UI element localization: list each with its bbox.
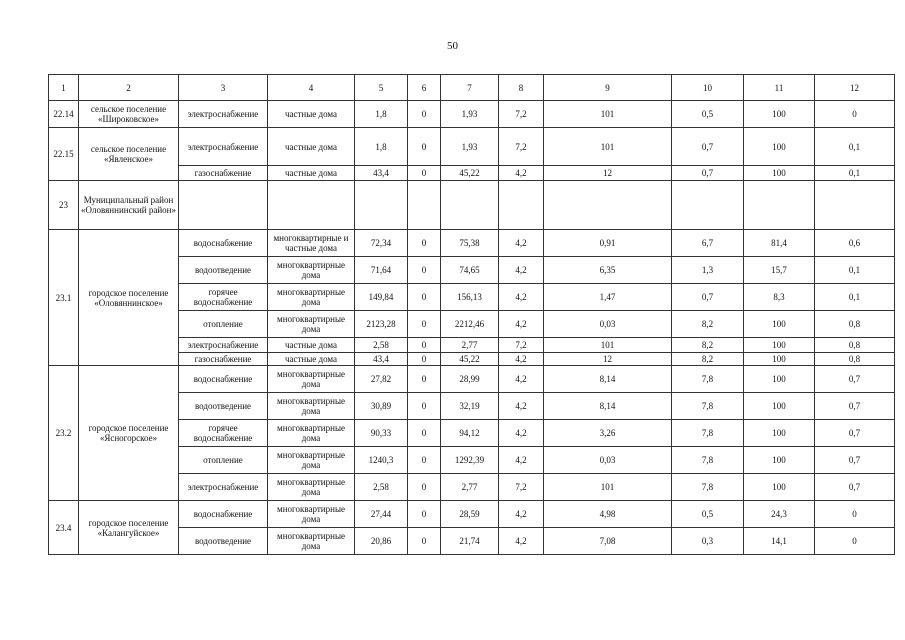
table-cell: многоквартирные и частные дома [268,230,355,257]
table-cell: частные дома [268,353,355,366]
column-header: 8 [499,75,544,101]
table-cell: 4,2 [499,284,544,311]
table-cell: 1,47 [544,284,672,311]
table-cell: 2,77 [441,338,499,353]
table-cell: газоснабжение [179,166,268,181]
table-cell: 0 [408,338,441,353]
table-cell: 100 [744,420,815,447]
table-cell: 156,13 [441,284,499,311]
table-cell: 101 [544,338,672,353]
table-cell: 0,7 [672,128,744,166]
table-cell: 100 [744,128,815,166]
table-cell: городское поселение «Оловяннинское» [79,230,179,366]
table-cell: многоквартирные дома [268,447,355,474]
table-cell: городское поселение «Ясногорское» [79,366,179,501]
table-cell: многоквартирные дома [268,474,355,501]
table-cell: 0 [408,393,441,420]
table-cell: 8,14 [544,393,672,420]
table-cell: многоквартирные дома [268,366,355,393]
table-cell: 0,1 [815,257,895,284]
table-cell: горячее водоснабжение [179,284,268,311]
table-cell: 8,2 [672,353,744,366]
table-cell: 28,59 [441,501,499,528]
table-cell: 4,2 [499,447,544,474]
table-cell: 43,4 [355,353,408,366]
table-cell: 0,5 [672,501,744,528]
table-cell [408,181,441,230]
table-cell: 8,2 [672,311,744,338]
table-cell: 12 [544,166,672,181]
table-cell: 2,58 [355,474,408,501]
table-cell: 4,2 [499,230,544,257]
table-cell: 43,4 [355,166,408,181]
table-cell: 149,84 [355,284,408,311]
table-row [49,366,895,393]
table-cell: 6,7 [672,230,744,257]
table-row [49,128,895,166]
table-cell: 0 [408,311,441,338]
table-cell: 100 [744,311,815,338]
column-header: 10 [672,75,744,101]
table-cell: 7,2 [499,101,544,128]
table-cell: 0 [815,501,895,528]
table-cell: отопление [179,447,268,474]
table-cell: 0,03 [544,311,672,338]
table-cell [499,181,544,230]
table-cell: 72,34 [355,230,408,257]
table-cell [744,181,815,230]
table-cell: 6,35 [544,257,672,284]
table-cell: 30,89 [355,393,408,420]
table-cell: 7,8 [672,366,744,393]
table-cell: 7,2 [499,338,544,353]
page-number: 50 [447,40,458,52]
table-cell: 28,99 [441,366,499,393]
column-header: 9 [544,75,672,101]
table-cell: 4,2 [499,166,544,181]
table-cell: 100 [744,393,815,420]
table-cell: 4,2 [499,311,544,338]
table-cell: 101 [544,128,672,166]
table-cell: многоквартирные дома [268,393,355,420]
table-cell: 1292,39 [441,447,499,474]
table-cell: 4,2 [499,353,544,366]
table-cell [268,181,355,230]
table-cell: 0 [408,474,441,501]
table-cell: 1,93 [441,101,499,128]
table-cell [672,181,744,230]
table-cell: 0,7 [672,284,744,311]
table-cell: водоотведение [179,528,268,555]
table-cell: 1,3 [672,257,744,284]
table-cell: многоквартирные дома [268,311,355,338]
table-cell: 100 [744,338,815,353]
table-cell: 0 [408,128,441,166]
table-cell: водоотведение [179,393,268,420]
table-cell: 0,91 [544,230,672,257]
table-cell: 8,2 [672,338,744,353]
table-cell: 90,33 [355,420,408,447]
table-cell: 0 [408,257,441,284]
table-cell: 23 [49,181,79,230]
table-row [49,501,895,528]
table-cell: 101 [544,101,672,128]
table-cell: 0 [815,101,895,128]
table-cell: 4,2 [499,528,544,555]
table-cell: 0,7 [815,447,895,474]
table-cell: горячее водоснабжение [179,420,268,447]
table-cell: 0,8 [815,338,895,353]
table-row [49,230,895,257]
table-cell: 100 [744,166,815,181]
table-cell: 27,82 [355,366,408,393]
table-cell: 101 [544,474,672,501]
table-cell: 22.15 [49,128,79,181]
table-cell: 81,4 [744,230,815,257]
table-cell: отопление [179,311,268,338]
table-cell: 20,86 [355,528,408,555]
table-cell: Муниципальный район «Оловяннинский район» [79,181,179,230]
table-cell: 0 [408,447,441,474]
column-header: 11 [744,75,815,101]
table-cell: 23.4 [49,501,79,555]
table-cell: 94,12 [441,420,499,447]
table-cell: 0,7 [815,420,895,447]
table-cell: 0,5 [672,101,744,128]
table-cell: сельское поселение «Широковское» [79,101,179,128]
table-cell: сельское поселение «Явленское» [79,128,179,181]
table-cell: 7,8 [672,447,744,474]
table-cell: 100 [744,366,815,393]
table-cell: 74,65 [441,257,499,284]
table-cell: электроснабжение [179,128,268,166]
table-cell: 2123,28 [355,311,408,338]
column-header: 7 [441,75,499,101]
table-cell: газоснабжение [179,353,268,366]
column-header: 4 [268,75,355,101]
column-header: 5 [355,75,408,101]
column-header: 12 [815,75,895,101]
table-cell: 0,7 [672,166,744,181]
table-cell: 0 [408,501,441,528]
table-cell: 0 [408,284,441,311]
table-cell: 12 [544,353,672,366]
table-row [49,181,895,230]
table-cell: 0,1 [815,166,895,181]
table-cell: 100 [744,447,815,474]
table-cell: 7,2 [499,128,544,166]
table-cell: 4,2 [499,501,544,528]
table-cell: 4,2 [499,257,544,284]
table-cell: электроснабжение [179,101,268,128]
table-cell: 4,2 [499,420,544,447]
table-cell: 0 [408,528,441,555]
table-cell: 0 [815,528,895,555]
table-cell: 24,3 [744,501,815,528]
table-cell: 0,8 [815,311,895,338]
column-header: 6 [408,75,441,101]
table-cell: городское поселение «Калангуйское» [79,501,179,555]
table-cell [355,181,408,230]
table-cell: 7,8 [672,393,744,420]
table-cell: 100 [744,101,815,128]
table-cell: многоквартирные дома [268,284,355,311]
table-cell: 23.1 [49,230,79,366]
header-row [49,75,895,101]
table-cell: 1240,3 [355,447,408,474]
table-cell: 21,74 [441,528,499,555]
table-cell: водоснабжение [179,230,268,257]
table-cell: 27,44 [355,501,408,528]
table-cell: 8,14 [544,366,672,393]
table-cell: 100 [744,353,815,366]
table-cell: 22.14 [49,101,79,128]
table-cell: многоквартирные дома [268,528,355,555]
table-cell: 45,22 [441,353,499,366]
table-cell: 0,03 [544,447,672,474]
table-cell: 0,1 [815,128,895,166]
table-cell: 32,19 [441,393,499,420]
data-table [48,74,895,555]
table-cell: 1,8 [355,128,408,166]
table-cell: 1,8 [355,101,408,128]
table-cell: 0,7 [815,366,895,393]
table-cell: многоквартирные дома [268,501,355,528]
table-cell: 0 [408,420,441,447]
table-cell: 2,58 [355,338,408,353]
table-cell: электроснабжение [179,474,268,501]
table-cell: 4,98 [544,501,672,528]
table-cell: 0,7 [815,393,895,420]
table-cell: водоотведение [179,257,268,284]
table-cell: 0,3 [672,528,744,555]
table-cell: 3,26 [544,420,672,447]
table-cell: 4,2 [499,366,544,393]
table-cell: 2,77 [441,474,499,501]
table-cell: 0,7 [815,474,895,501]
table-cell: 7,08 [544,528,672,555]
table-cell: 1,93 [441,128,499,166]
column-header: 3 [179,75,268,101]
table-cell: 0,6 [815,230,895,257]
table-cell: 23.2 [49,366,79,501]
table-cell: 0 [408,166,441,181]
table-cell: 75,38 [441,230,499,257]
table-row [49,101,895,128]
table-cell: 100 [744,474,815,501]
table-cell: 0 [408,353,441,366]
table-cell: многоквартирные дома [268,420,355,447]
table-cell [544,181,672,230]
column-header: 2 [79,75,179,101]
table-cell: 0 [408,101,441,128]
table-cell: частные дома [268,166,355,181]
table-cell [179,181,268,230]
table-cell: 0,8 [815,353,895,366]
table-cell: 7,2 [499,474,544,501]
table-cell [815,181,895,230]
table-cell: 14,1 [744,528,815,555]
table-cell: частные дома [268,101,355,128]
table-cell: частные дома [268,338,355,353]
table-cell: 15,7 [744,257,815,284]
table-cell: электроснабжение [179,338,268,353]
table-cell: 7,8 [672,474,744,501]
table-cell: 0,1 [815,284,895,311]
table-cell: многоквартирные дома [268,257,355,284]
table-cell: 0 [408,230,441,257]
table-cell: водоснабжение [179,366,268,393]
table-cell: 0 [408,366,441,393]
table-cell: 71,64 [355,257,408,284]
table-cell [441,181,499,230]
table-cell: водоснабжение [179,501,268,528]
table-cell: частные дома [268,128,355,166]
table-cell: 45,22 [441,166,499,181]
table-cell: 4,2 [499,393,544,420]
table-cell: 8,3 [744,284,815,311]
table-cell: 7,8 [672,420,744,447]
column-header: 1 [49,75,79,101]
table-cell: 2212,46 [441,311,499,338]
